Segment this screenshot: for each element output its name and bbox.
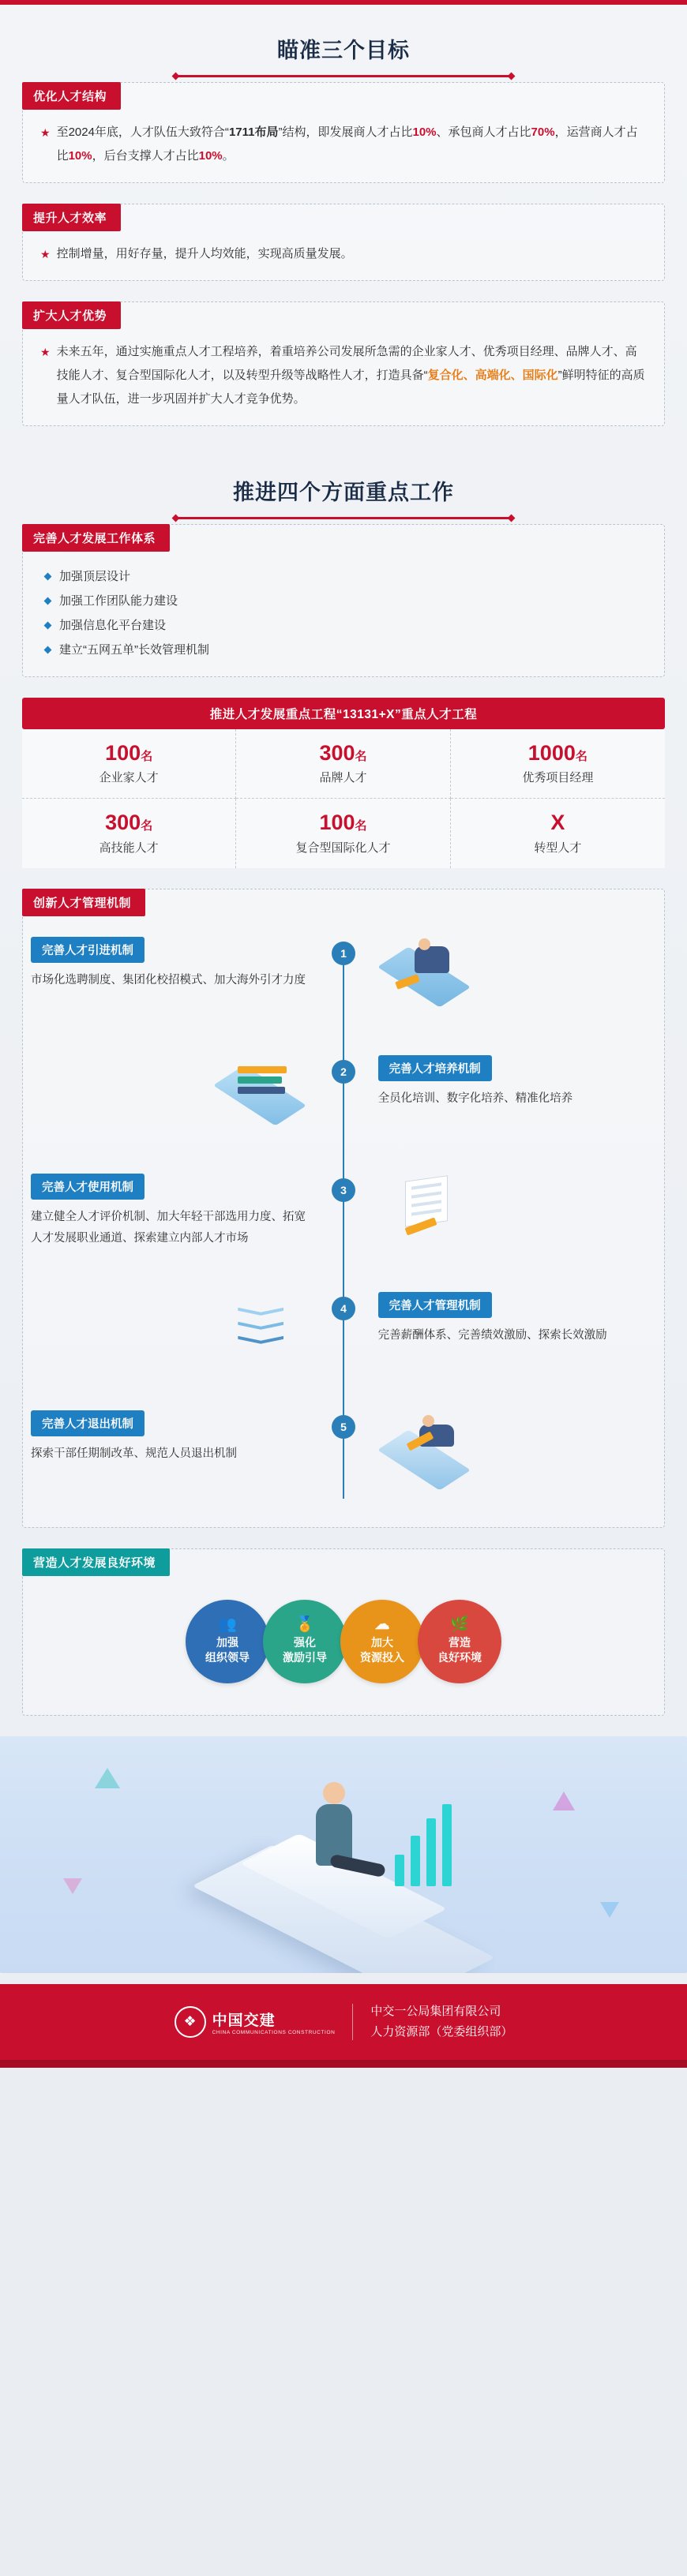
list-item: 建立“五网五单”长效管理机制 bbox=[43, 638, 647, 662]
ribbon-holder bbox=[22, 204, 664, 231]
card-body bbox=[23, 339, 664, 411]
card-good-environment bbox=[22, 1548, 665, 1716]
timeline-step bbox=[31, 937, 656, 1055]
section1-body bbox=[0, 82, 687, 426]
step-content bbox=[31, 937, 318, 991]
decor-triangle bbox=[553, 1792, 575, 1810]
step-illustration bbox=[31, 1055, 318, 1121]
books-illustration-icon bbox=[214, 1055, 309, 1121]
card-expand-advantage bbox=[22, 301, 665, 426]
text-run: 、承包商人才占比 bbox=[436, 125, 531, 139]
org-line2: 人力资源部（党委组织部） bbox=[370, 2024, 513, 2039]
text-run: ”结构，即发展商人才占比 bbox=[278, 125, 413, 139]
project-cell bbox=[22, 799, 236, 867]
step-illustration bbox=[369, 1410, 656, 1477]
card-optimize-structure bbox=[22, 82, 665, 183]
num: 300 bbox=[105, 811, 141, 835]
card-label-work-system: 完善人才发展工作体系 bbox=[22, 524, 170, 552]
num: 100 bbox=[105, 741, 141, 765]
step-marker bbox=[318, 1410, 368, 1439]
unit: 名 bbox=[141, 750, 153, 763]
text-run: 至2024年底，人才队伍大致符合“ bbox=[56, 125, 229, 139]
hero-illustration bbox=[0, 1736, 687, 1973]
section2-body bbox=[0, 524, 687, 1716]
footer-org bbox=[370, 2001, 512, 2042]
ribbon-holder bbox=[22, 889, 664, 916]
work-system-list bbox=[23, 561, 664, 662]
project-number bbox=[239, 740, 446, 766]
circle-line1: 加强 bbox=[216, 1636, 238, 1649]
step-title: 完善人才退出机制 bbox=[31, 1410, 145, 1436]
text-run-red: 10% bbox=[68, 149, 92, 163]
project-label: 企业家人才 bbox=[99, 771, 159, 785]
step-marker bbox=[318, 1292, 368, 1320]
text-run-red: 10% bbox=[198, 149, 223, 163]
star-icon: ★ bbox=[40, 248, 51, 260]
text-run-red: 70% bbox=[531, 125, 555, 139]
unit: 名 bbox=[141, 819, 153, 833]
mechanism-timeline bbox=[23, 926, 664, 1513]
circle-line2: 组织领导 bbox=[205, 1651, 250, 1664]
person-head bbox=[323, 1782, 345, 1804]
step-title: 完善人才使用机制 bbox=[31, 1174, 145, 1200]
unit: 名 bbox=[355, 819, 367, 833]
recruit-illustration-icon bbox=[378, 937, 473, 1003]
project-number bbox=[25, 740, 232, 766]
step-marker bbox=[318, 1174, 368, 1202]
project-label: 优秀项目经理 bbox=[522, 771, 594, 785]
text-run: ，运营商人才占比 bbox=[56, 125, 638, 163]
project-label: 品牌人才 bbox=[319, 771, 367, 785]
timeline-step bbox=[31, 1174, 656, 1292]
num: 300 bbox=[319, 741, 355, 765]
podium-illustration-icon bbox=[378, 1410, 473, 1477]
step-number: 2 bbox=[332, 1060, 355, 1084]
step-number: 1 bbox=[332, 942, 355, 965]
people-icon: 👥 bbox=[218, 1616, 237, 1634]
section1-title: 瞄准三个目标 bbox=[277, 39, 410, 62]
card-text-advantage bbox=[57, 340, 647, 411]
step-text: 全员化培训、数字化培养、精准化培养 bbox=[377, 1091, 573, 1105]
num: 100 bbox=[319, 811, 355, 835]
num: X bbox=[550, 811, 565, 835]
brand-name-cn: 中国交建 bbox=[212, 2012, 276, 2029]
step-illustration bbox=[369, 1174, 656, 1240]
section1-underline bbox=[178, 75, 509, 77]
ribbon-holder bbox=[22, 1548, 664, 1576]
circle-good-environment bbox=[418, 1600, 501, 1683]
circle-line1: 营造 bbox=[449, 1636, 471, 1649]
card-label-efficiency: 提升人才效率 bbox=[22, 204, 121, 231]
step-text: 探索干部任期制改革、规范人员退出机制 bbox=[31, 1447, 237, 1460]
project-number bbox=[239, 810, 446, 835]
project-number bbox=[454, 740, 662, 766]
step-marker bbox=[318, 1055, 368, 1084]
step-content bbox=[369, 1292, 656, 1346]
card-key-projects bbox=[22, 698, 665, 868]
project-number bbox=[25, 810, 232, 835]
star-icon: ★ bbox=[40, 346, 51, 358]
circle-resource-investment bbox=[340, 1600, 424, 1683]
card-management-mechanism bbox=[22, 889, 665, 1528]
text-run-red: 10% bbox=[412, 125, 437, 139]
ribbon-holder bbox=[22, 301, 664, 329]
brand-name-en: CHINA COMMUNICATIONS CONSTRUCTION bbox=[212, 2029, 336, 2035]
circle-strengthen-leadership bbox=[186, 1600, 269, 1683]
circle-incentive-guidance bbox=[263, 1600, 347, 1683]
cloud-icon: ☁ bbox=[374, 1616, 390, 1634]
environment-circles bbox=[23, 1586, 664, 1701]
decor-triangle bbox=[95, 1768, 120, 1788]
step-title: 完善人才管理机制 bbox=[378, 1292, 492, 1318]
project-label: 转型人才 bbox=[534, 841, 582, 855]
section2-title: 推进四个方面重点工作 bbox=[233, 481, 454, 504]
step-illustration bbox=[31, 1292, 318, 1358]
section1-heading bbox=[0, 5, 687, 82]
project-cell bbox=[22, 729, 236, 799]
timeline-step bbox=[31, 1292, 656, 1410]
step-title: 完善人才培养机制 bbox=[378, 1055, 492, 1081]
timeline-step bbox=[31, 1410, 656, 1505]
list-item: 加强信息化平台建设 bbox=[43, 613, 647, 638]
step-text: 完善薪酬体系、完善绩效激励、探索长效激励 bbox=[377, 1328, 607, 1342]
text-run-bold: 1711布局 bbox=[228, 125, 279, 139]
bullet-row bbox=[40, 121, 647, 168]
circle-line2: 良好环境 bbox=[437, 1651, 482, 1664]
ribbon-holder bbox=[22, 524, 664, 552]
circle-line2: 激励引导 bbox=[283, 1651, 327, 1664]
section2-underline bbox=[178, 517, 509, 519]
brand-logo bbox=[175, 2006, 336, 2038]
footer-rule bbox=[0, 2060, 687, 2068]
unit: 名 bbox=[575, 750, 588, 763]
brand-text bbox=[212, 2009, 336, 2035]
text-run: ”鲜明特征的高质量人才队伍，进一步巩固并扩大人才竞争优势。 bbox=[56, 369, 645, 406]
step-title: 完善人才引进机制 bbox=[31, 937, 145, 963]
text-run: 。 bbox=[222, 149, 235, 163]
step-text: 建立健全人才评价机制、加大年轻干部选用力度、拓宽人才发展职业通道、探索建立内部人才市场 bbox=[31, 1210, 306, 1245]
project-cell bbox=[451, 799, 665, 867]
project-cell bbox=[236, 799, 450, 867]
bullet-row bbox=[40, 242, 647, 266]
card-label-optimize: 优化人才结构 bbox=[22, 82, 121, 110]
circle-line1: 强化 bbox=[294, 1636, 316, 1649]
project-label: 复合型国际化人才 bbox=[295, 841, 391, 855]
ribbon-holder bbox=[22, 82, 664, 110]
step-number: 5 bbox=[332, 1415, 355, 1439]
list-item: 加强工作团队能力建设 bbox=[43, 589, 647, 613]
bar-chart-icon bbox=[395, 1799, 490, 1886]
circle-line1: 加大 bbox=[371, 1636, 393, 1649]
project-label: 高技能人才 bbox=[99, 841, 159, 855]
card-text-efficiency: 控制增量，用好存量，提升人均效能，实现高质量发展。 bbox=[56, 247, 353, 260]
step-illustration bbox=[369, 937, 656, 1003]
footer-divider bbox=[352, 2004, 353, 2040]
project-cell bbox=[236, 729, 450, 799]
text-run-orange: 复合化、高端化、国际化 bbox=[427, 369, 558, 382]
list-item: 加强顶层设计 bbox=[43, 564, 647, 589]
step-content bbox=[369, 1055, 656, 1110]
card-text-optimize bbox=[57, 121, 647, 168]
card-label-mechanism: 创新人才管理机制 bbox=[22, 889, 145, 916]
text-run: 未来五年，通过实施重点人才工程培养，着重培养公司发展所急需的企业家人才、优秀项目经理、品牌人才、高技能人才、复合型国际化人才，以及转型升级等战略性人才，打造具备“ bbox=[56, 345, 637, 382]
card-body bbox=[23, 119, 664, 168]
card-improve-efficiency bbox=[22, 204, 665, 281]
card-work-system bbox=[22, 524, 665, 677]
star-icon: ★ bbox=[40, 126, 51, 139]
card-label-advantage: 扩大人才优势 bbox=[22, 301, 121, 329]
ccc-emblem-icon: ❖ bbox=[175, 2006, 206, 2038]
step-number: 4 bbox=[332, 1297, 355, 1320]
document-illustration-icon bbox=[378, 1174, 473, 1240]
step-content bbox=[31, 1174, 318, 1249]
step-marker bbox=[318, 937, 368, 965]
text-run: ，后台支撑人才占比 bbox=[92, 149, 199, 163]
decor-triangle bbox=[600, 1902, 619, 1918]
leaf-icon: 🌿 bbox=[450, 1616, 469, 1634]
decor-triangle bbox=[63, 1878, 82, 1894]
medal-icon: 🏅 bbox=[295, 1616, 314, 1634]
step-text: 市场化选聘制度、集团化校招模式、加大海外引才力度 bbox=[31, 973, 306, 987]
timeline-step bbox=[31, 1055, 656, 1174]
org-line1: 中交一公局集团有限公司 bbox=[370, 2004, 501, 2018]
project-cell bbox=[451, 729, 665, 799]
chevron-illustration-icon bbox=[214, 1292, 309, 1358]
project-banner: 推进人才发展重点工程“13131+X”重点人才工程 bbox=[22, 698, 665, 729]
unit: 名 bbox=[355, 750, 367, 763]
bullet-row bbox=[40, 340, 647, 411]
card-body bbox=[23, 241, 664, 266]
project-grid bbox=[22, 729, 665, 868]
step-number: 3 bbox=[332, 1178, 355, 1202]
step-content bbox=[31, 1410, 318, 1465]
section2-heading bbox=[0, 447, 687, 524]
circle-line2: 资源投入 bbox=[360, 1651, 404, 1664]
card-label-environment: 营造人才发展良好环境 bbox=[22, 1548, 170, 1576]
num: 1000 bbox=[527, 741, 576, 765]
project-number bbox=[454, 810, 662, 835]
footer bbox=[0, 1984, 687, 2060]
